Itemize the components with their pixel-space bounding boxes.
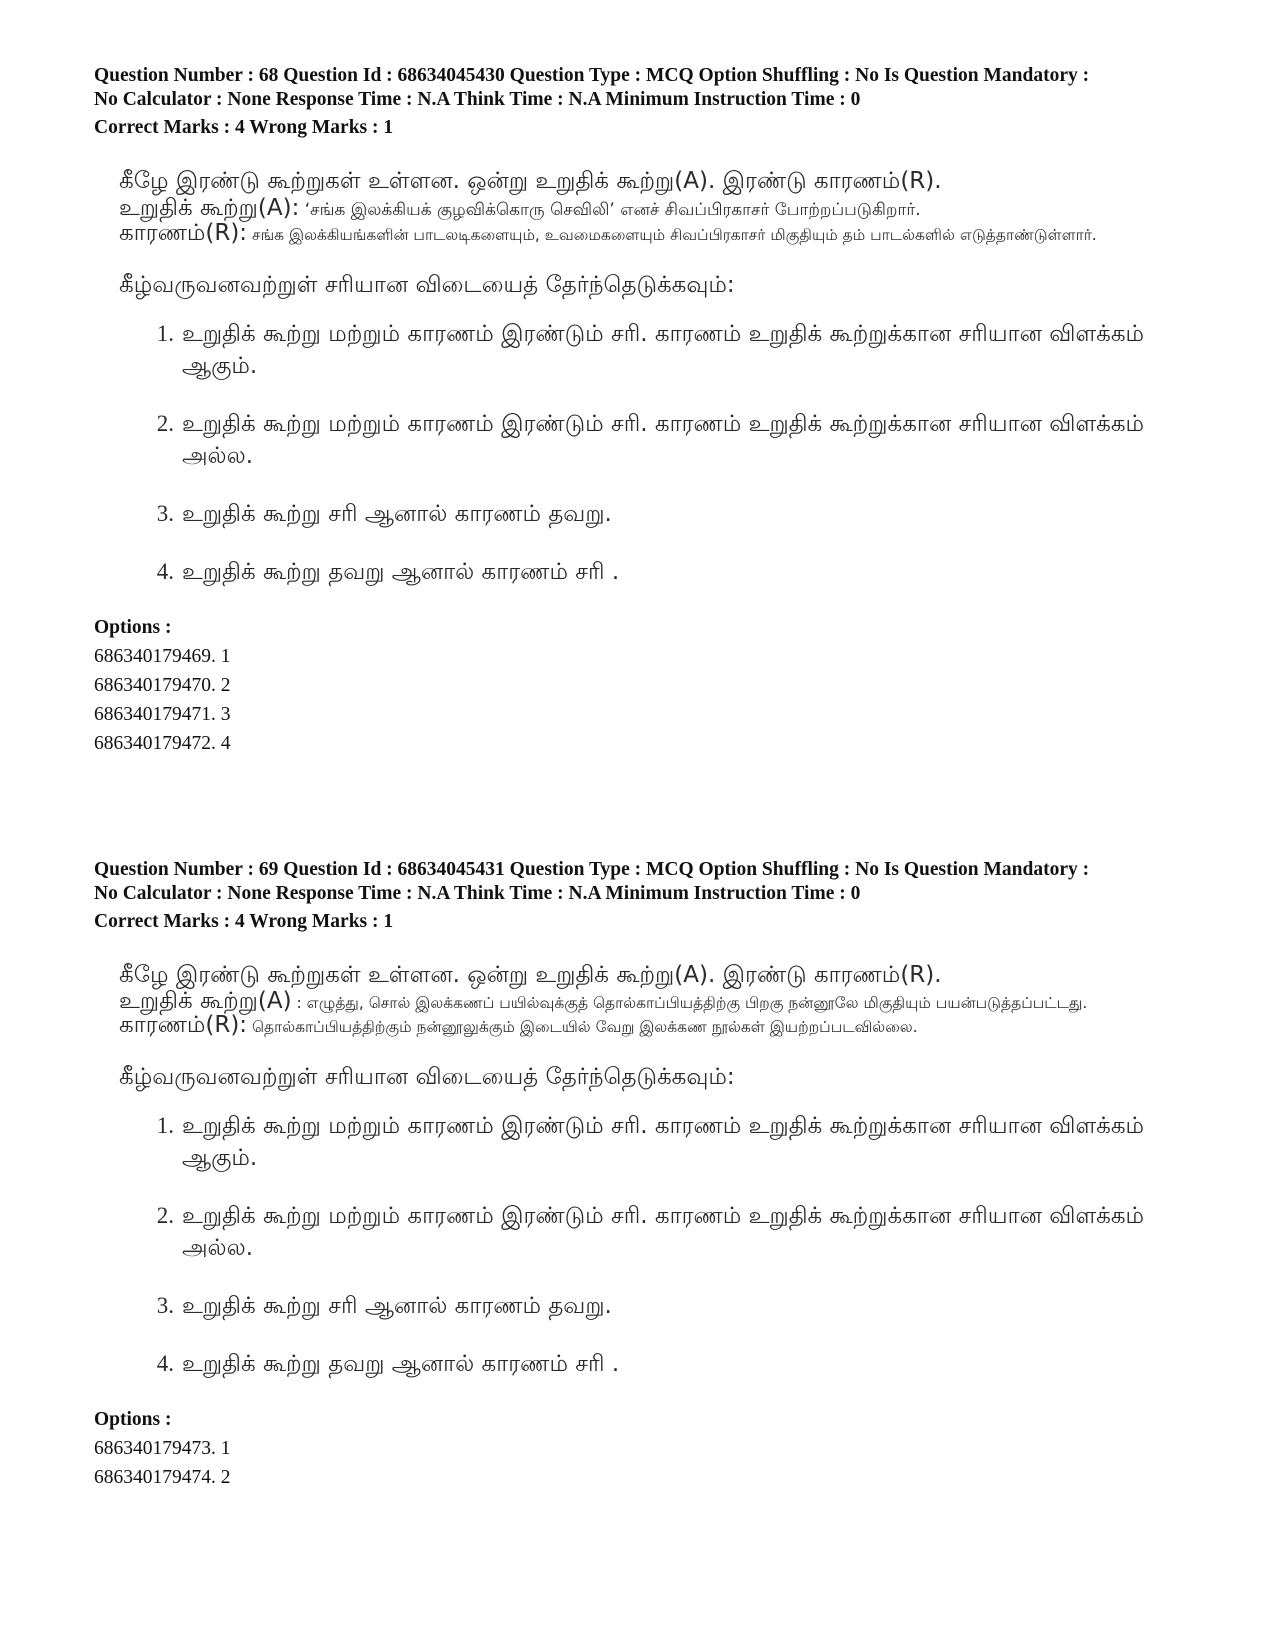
choice-text: உறுதிக் கூற்று மற்றும் காரணம் இரண்டும் சரி. காரணம் உறுதிக் கூற்றுக்கான சரியான விளக்கம் ஆகும்.: [182, 1113, 1145, 1171]
assertion-label: உறுதிக் கூற்று(A):: [119, 195, 300, 221]
choice-item: [119, 1290, 1209, 1322]
choice-item: [119, 1348, 1209, 1380]
question-meta-line: Question Number : 68 Question Id : 68634045430 Question Type : MCQ Option Shuffling : No Is Question Mandatory :: [94, 65, 1090, 86]
question-block: [94, 64, 1214, 758]
choice-text: உறுதிக் கூற்று மற்றும் காரணம் இரண்டும் சரி. காரணம் உறுதிக் கூற்றுக்கான சரியான விளக்கம் அல்ல.: [182, 411, 1145, 469]
choice-text: உறுதிக் கூற்று சரி ஆனால் காரணம் தவறு.: [182, 501, 612, 527]
question-intro: கீழே இரண்டு கூற்றுகள் உள்ளன. ஒன்று உறுதிக் கூற்று(A). இரண்டு காரணம்(R).: [119, 168, 942, 194]
choice-item: [119, 498, 1209, 530]
choice-number: 1.: [156, 1113, 174, 1138]
options-heading: Options :: [94, 617, 172, 638]
choice-number: 4.: [156, 1351, 174, 1376]
question-meta: [94, 858, 1214, 934]
assertion-statement: [119, 196, 1209, 222]
choice-number: 3.: [156, 501, 174, 526]
choice-item: [119, 408, 1209, 472]
option-id-row: 686340179471. 3: [94, 704, 231, 725]
choice-item: [119, 318, 1209, 382]
option-id-row: 686340179470. 2: [94, 675, 231, 696]
choice-number: 3.: [156, 1293, 174, 1318]
option-id-row: 686340179473. 1: [94, 1438, 231, 1459]
question-instruction: கீழ்வருவனவற்றுள் சரியான விடையைத் தேர்ந்தெடுக்கவும்:: [119, 1064, 735, 1090]
choice-list: [119, 1110, 1209, 1380]
question-block: [94, 858, 1214, 1492]
options-heading: Options :: [94, 1409, 172, 1430]
assertion-label: உறுதிக் கூற்று(A): [119, 988, 292, 1014]
choice-number: 4.: [156, 559, 174, 584]
choice-number: 2.: [156, 1203, 174, 1228]
reason-statement: [119, 1014, 1209, 1038]
option-id-row: 686340179469. 1: [94, 646, 231, 667]
choice-item: [119, 1110, 1209, 1174]
choice-text: உறுதிக் கூற்று சரி ஆனால் காரணம் தவறு.: [182, 1293, 612, 1319]
choice-number: 1.: [156, 321, 174, 346]
question-meta: [94, 64, 1214, 140]
assertion-text: ‘சங்க இலக்கியக் குழவிக்கொரு செவிலி’ எனச் சிவப்பிரகாசர் போற்றப்படுகிறார்.: [299, 200, 921, 220]
option-id-row: 686340179474. 2: [94, 1467, 231, 1488]
choice-text: உறுதிக் கூற்று மற்றும் காரணம் இரண்டும் சரி. காரணம் உறுதிக் கூற்றுக்கான சரியான விளக்கம் ஆகும்.: [182, 321, 1145, 379]
question-meta-line: No Calculator : None Response Time : N.A Think Time : N.A Minimum Instruction Time : 0: [94, 89, 861, 110]
reason-label: காரணம்(R):: [119, 1012, 248, 1038]
choice-item: [119, 1200, 1209, 1264]
question-intro: கீழே இரண்டு கூற்றுகள் உள்ளன. ஒன்று உறுதிக் கூற்று(A). இரண்டு காரணம்(R).: [119, 962, 942, 988]
question-meta-line: No Calculator : None Response Time : N.A Think Time : N.A Minimum Instruction Time : 0: [94, 883, 861, 904]
question-body: [119, 166, 1209, 588]
assertion-statement: [119, 990, 1209, 1014]
choice-text: உறுதிக் கூற்று தவறு ஆனால் காரணம் சரி .: [182, 1351, 620, 1377]
choice-text: உறுதிக் கூற்று தவறு ஆனால் காரணம் சரி .: [182, 559, 620, 585]
question-meta-line: Question Number : 69 Question Id : 68634045431 Question Type : MCQ Option Shuffling : No Is Question Mandatory :: [94, 859, 1090, 880]
marks-line: Correct Marks : 4 Wrong Marks : 1: [94, 117, 394, 138]
question-instruction: கீழ்வருவனவற்றுள் சரியான விடையைத் தேர்ந்தெடுக்கவும்:: [119, 272, 735, 298]
question-body: [119, 960, 1209, 1380]
reason-statement: [119, 222, 1209, 246]
option-id-row: 686340179472. 4: [94, 733, 231, 754]
reason-label: காரணம்(R):: [119, 220, 248, 246]
choice-number: 2.: [156, 411, 174, 436]
choice-list: [119, 318, 1209, 588]
choice-text: உறுதிக் கூற்று மற்றும் காரணம் இரண்டும் சரி. காரணம் உறுதிக் கூற்றுக்கான சரியான விளக்கம் அல்ல.: [182, 1203, 1145, 1261]
choice-item: [119, 556, 1209, 588]
marks-line: Correct Marks : 4 Wrong Marks : 1: [94, 911, 394, 932]
assertion-text: : எழுத்து, சொல் இலக்கணப் பயில்வுக்குத் தொல்காப்பியத்திற்கு பிறகு நன்னூலே மிகுதியும் பயன்படுத்தப்பட்டது.: [291, 994, 1088, 1012]
reason-text: தொல்காப்பியத்திற்கும் நன்னூலுக்கும் இடையில் வேறு இலக்கண நூல்கள் இயற்றப்படவில்லை.: [247, 1018, 918, 1036]
reason-text: சங்க இலக்கியங்களின் பாடலடிகளையும், உவமைகளையும் சிவப்பிரகாசர் மிகுதியும் தம் பாடல்களில் எடுத்தாண்டுள்ளார்.: [247, 226, 1097, 244]
